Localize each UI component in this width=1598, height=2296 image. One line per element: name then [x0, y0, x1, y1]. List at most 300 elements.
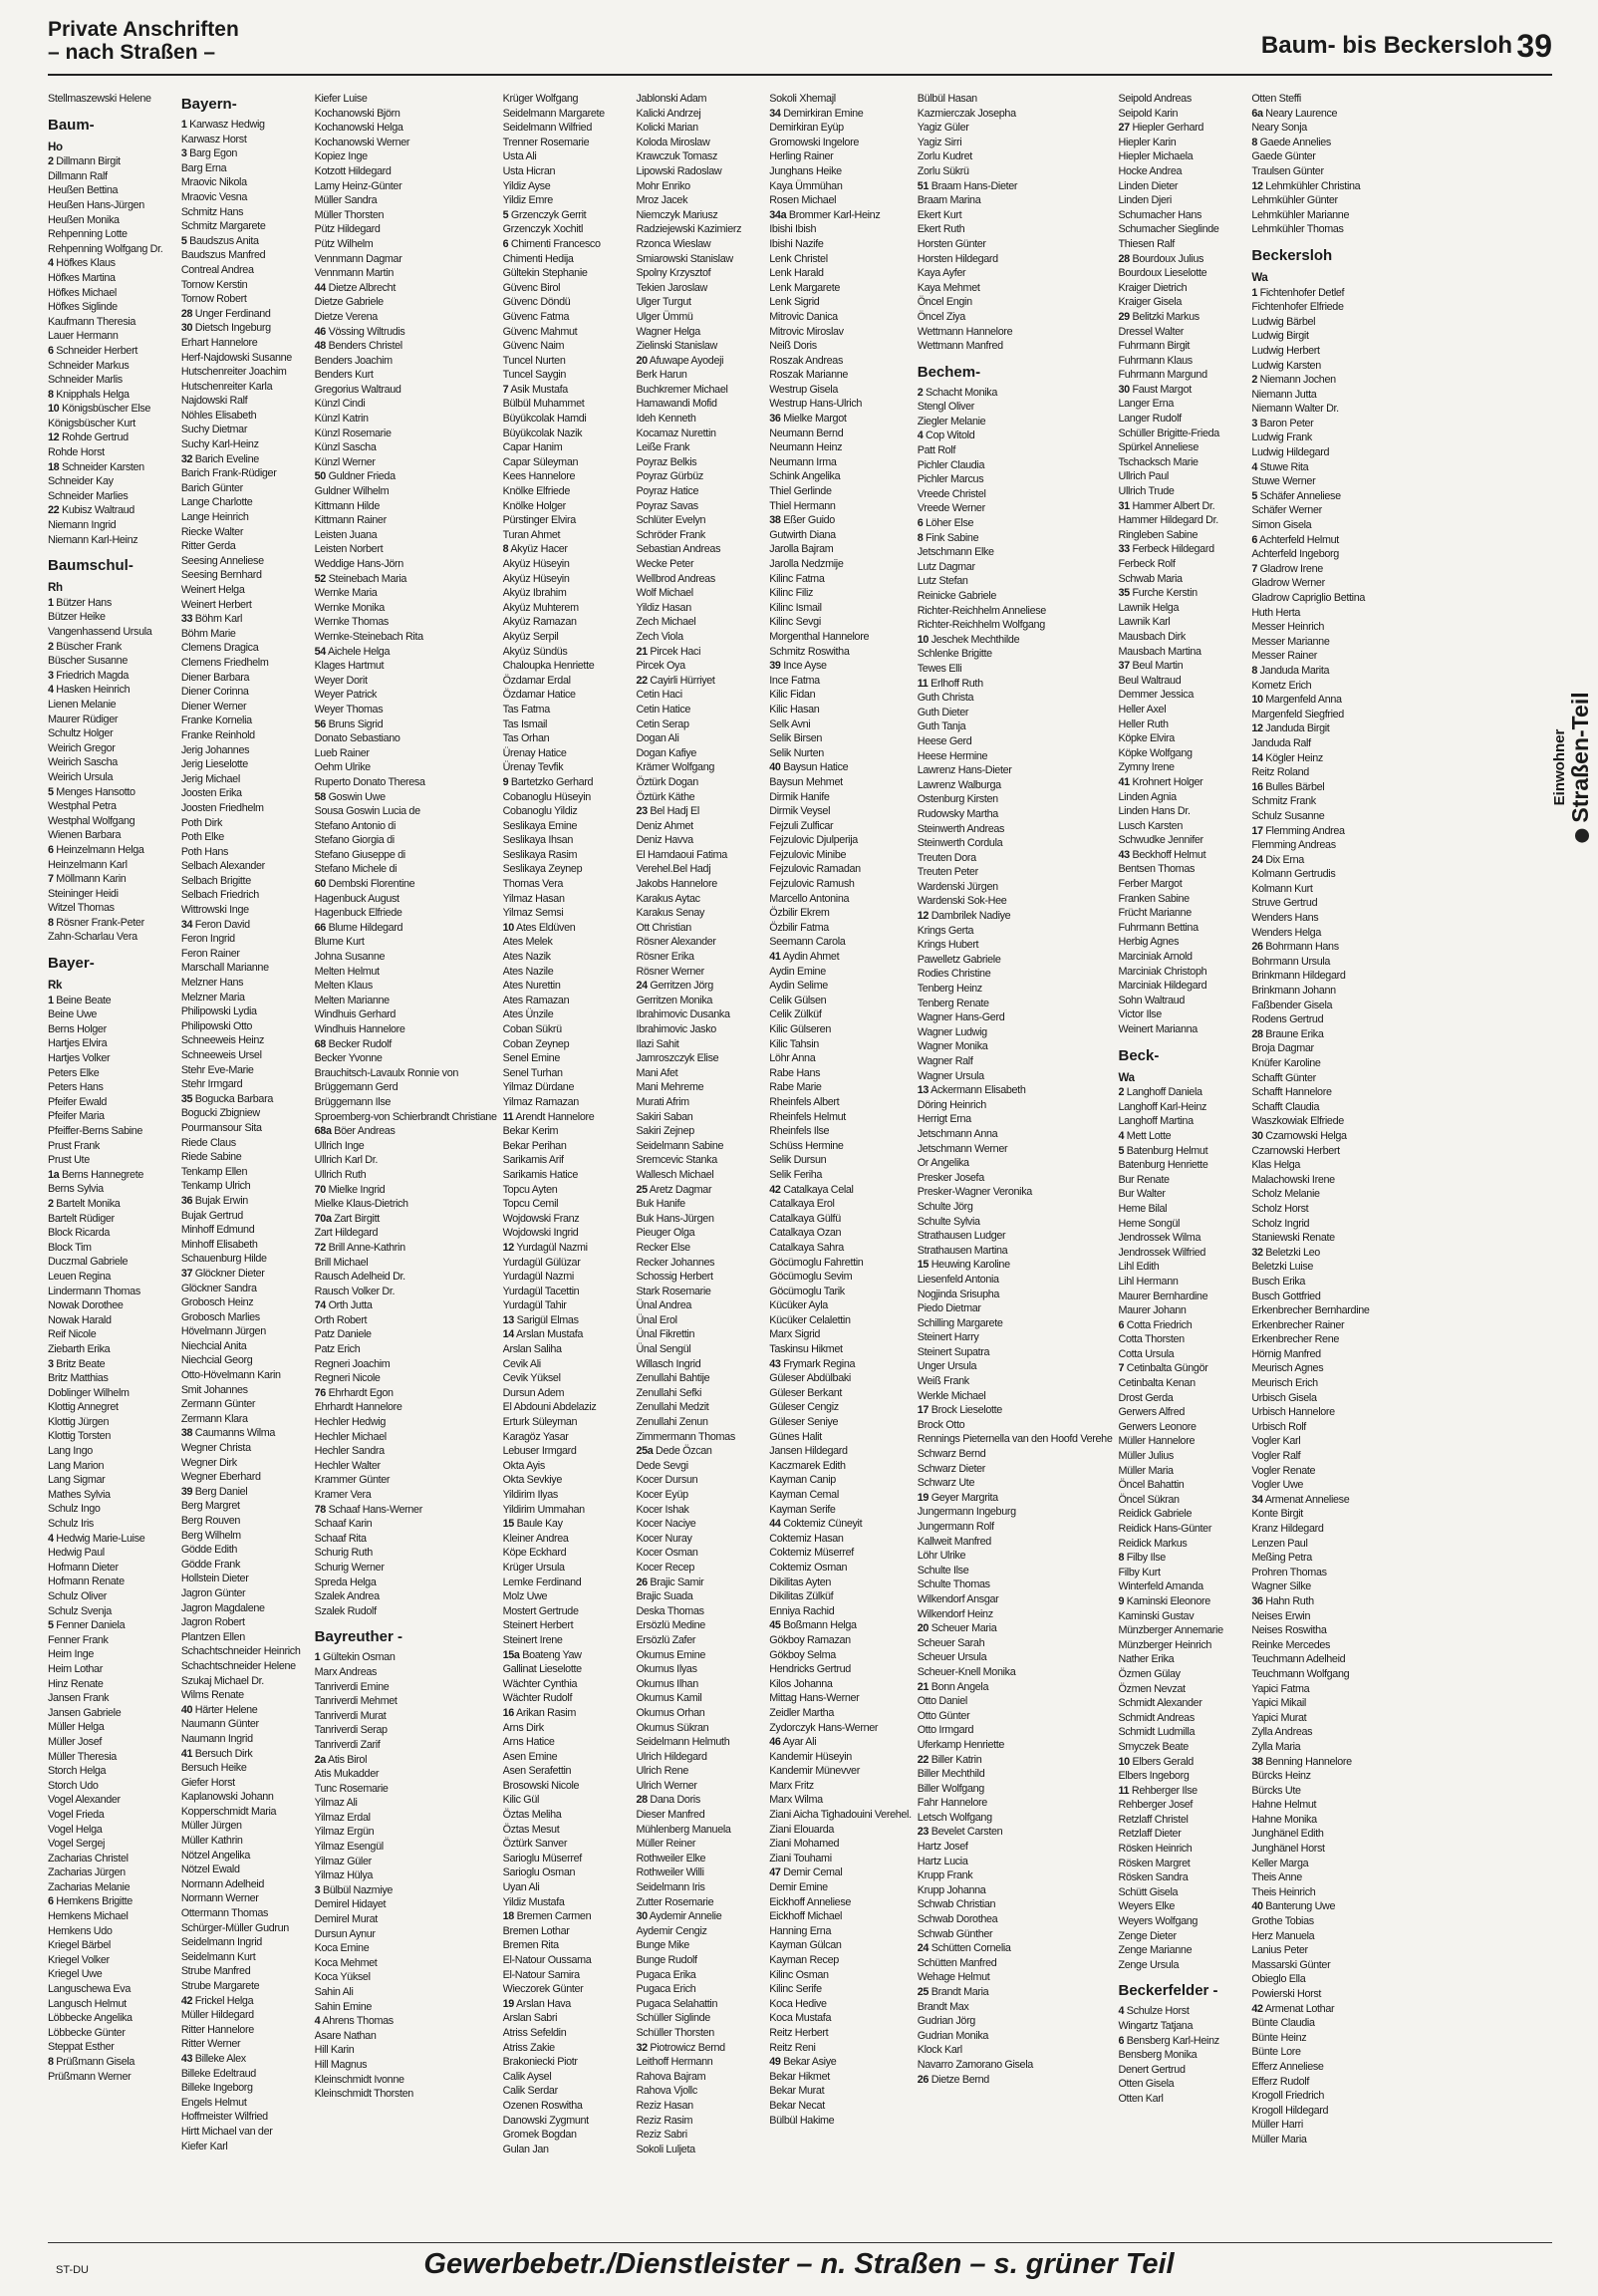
resident-entry: Selik Feriha: [769, 1168, 823, 1181]
resident-entry: Niemann Jutta: [1251, 388, 1317, 401]
resident-entry: Weiß Frank: [917, 1375, 969, 1388]
resident-entry: Sokoli Xhemajl: [769, 93, 836, 105]
resident-entry: Schneider Markus: [48, 359, 130, 372]
resident-entry: 15a Boateng Yaw: [502, 1648, 582, 1661]
resident-entry: Klottig Torsten: [48, 1430, 111, 1443]
resident-entry: Linden Agnia: [1118, 790, 1177, 803]
resident-entry: Steinert Supatra: [917, 1345, 990, 1358]
resident-entry: Otto Günter: [917, 1709, 970, 1722]
resident-entry: Karakus Aytac: [636, 892, 700, 905]
resident-entry: Bürcks Heinz: [1251, 1770, 1311, 1783]
resident-entry: Heme Songül: [1118, 1217, 1181, 1230]
resident-entry: Weyer Dorit: [314, 674, 368, 687]
resident-entry: Schäfer Werner: [1251, 504, 1322, 517]
resident-entry: Grobosch Marlies: [180, 1310, 260, 1323]
resident-entry: Schulz Oliver: [48, 1590, 108, 1602]
resident-entry: Tanriverdi Mehmet: [314, 1695, 398, 1708]
resident-entry: Uferkamp Henriette: [917, 1738, 1005, 1751]
resident-entry: Cotta Ursula: [1118, 1347, 1175, 1360]
resident-entry: Heim Lothar: [48, 1662, 103, 1675]
resident-entry: Rösken Heinrich: [1118, 1843, 1193, 1856]
resident-entry: Schwarz Bernd: [917, 1448, 986, 1461]
resident-entry: Kilinc Serife: [769, 1983, 822, 1996]
resident-entry: Kayman Serife: [769, 1503, 836, 1516]
resident-entry: 15 Baule Kay: [502, 1518, 563, 1531]
resident-entry: Capar Süleyman: [502, 455, 579, 468]
resident-entry: Schulz Iris: [48, 1518, 94, 1531]
street-heading: Beckersloh: [1251, 246, 1333, 264]
resident-entry: Marx Sigrid: [769, 1328, 821, 1341]
resident-entry: Riecke Walter: [180, 525, 244, 538]
resident-entry: Neary Sonja: [1251, 122, 1307, 135]
resident-entry: Spolny Krzysztof: [636, 267, 711, 280]
resident-entry: Brock Otto: [917, 1418, 965, 1431]
resident-entry: Krüger Wolfgang: [502, 93, 579, 105]
resident-entry: Becker Yvonne: [314, 1052, 383, 1065]
resident-entry: 41 Aydin Ahmet: [769, 951, 840, 964]
resident-entry: Mani Afet: [636, 1066, 678, 1079]
resident-entry: Steinert Herbert: [502, 1619, 574, 1632]
resident-entry: 13 Sarigül Elmas: [502, 1313, 579, 1326]
resident-entry: 25 Brandt Maria: [917, 1986, 989, 1998]
resident-entry: Catalkaya Gülfü: [769, 1212, 841, 1225]
resident-entry: Döring Heinrich: [917, 1098, 986, 1111]
resident-entry: Thiel Gerlinde: [769, 485, 832, 498]
resident-entry: Rehpenning Lotte: [48, 228, 128, 241]
resident-entry: Schmitz Margarete: [180, 220, 266, 233]
resident-entry: Vogel Alexander: [48, 1794, 121, 1807]
resident-entry: Jerig Michael: [180, 772, 240, 785]
resident-entry: Müller Hildegard: [180, 2009, 254, 2022]
resident-entry: Schürger-Müller Gudrun: [180, 1921, 289, 1934]
resident-entry: Asare Nathan: [314, 2029, 377, 2042]
resident-entry: Mitrovic Miroslav: [769, 325, 844, 338]
resident-entry: Patz Erich: [314, 1343, 361, 1356]
resident-entry: Sarikamis Arif: [502, 1154, 564, 1167]
resident-entry: Schmitz Frank: [1251, 795, 1316, 808]
resident-entry: Schumacher Sieglinde: [1118, 223, 1219, 236]
resident-entry: Schulte Ilse: [917, 1564, 969, 1577]
resident-entry: Ferber Margot: [1118, 878, 1183, 891]
resident-entry: Cobanoglu Yildiz: [502, 805, 578, 818]
resident-entry: 19 Arslan Hava: [502, 1997, 571, 2010]
resident-entry: Feron Ingrid: [180, 933, 235, 946]
resident-entry: Szukaj Michael Dr.: [180, 1674, 264, 1687]
resident-entry: 8 Filby Ilse: [1118, 1552, 1166, 1565]
resident-entry: Yilmaz Ali: [314, 1797, 358, 1810]
resident-entry: Löbbecke Günter: [48, 2026, 126, 2039]
resident-entry: Normann Adelheid: [180, 1877, 265, 1890]
resident-entry: El-Natour Samira: [502, 1968, 580, 1981]
resident-entry: 5 Baudszus Anita: [180, 234, 259, 247]
resident-entry: 28 Unger Ferdinand: [180, 307, 271, 320]
resident-entry: Melten Helmut: [314, 965, 380, 978]
resident-entry: 29 Belitzki Markus: [1118, 310, 1199, 323]
resident-entry: Seemann Carola: [769, 936, 846, 949]
resident-entry: Fejzulovic Djulperija: [769, 834, 858, 847]
resident-entry: Ates Nazile: [502, 965, 554, 978]
resident-entry: Jansen Gabriele: [48, 1706, 122, 1719]
resident-entry: Enniya Rachid: [769, 1604, 835, 1617]
resident-entry: Günes Halit: [769, 1430, 822, 1443]
resident-entry: Karakus Senay: [636, 907, 705, 920]
resident-entry: El Hamdaoui Fatima: [636, 848, 727, 861]
resident-entry: Güvenc Naim: [502, 340, 565, 353]
resident-entry: Aydemir Cengiz: [636, 1924, 707, 1937]
resident-entry: Zart Hildegard: [314, 1227, 379, 1240]
resident-entry: Nötzel Ewald: [180, 1864, 240, 1876]
resident-entry: Messer Heinrich: [1251, 621, 1325, 634]
resident-entry: 1 Bützer Hans: [48, 596, 112, 609]
resident-entry: Dikilitas Ayten: [769, 1576, 832, 1588]
resident-entry: Or Angelika: [917, 1157, 969, 1170]
resident-entry: Jungermann Rolf: [917, 1521, 994, 1533]
resident-entry: Lawrenz Walburga: [917, 778, 1001, 791]
resident-entry: Vreede Werner: [917, 502, 985, 515]
resident-entry: Schulz Ingo: [48, 1503, 101, 1516]
resident-entry: Blume Kurt: [314, 936, 365, 949]
resident-entry: Weinert Herbert: [180, 598, 252, 611]
resident-entry: 24 Dix Erna: [1251, 853, 1304, 866]
resident-entry: Schwudke Jennifer: [1118, 834, 1203, 847]
resident-entry: 4 Mett Lotte: [1118, 1129, 1172, 1142]
resident-entry: 49 Bekar Asiye: [769, 2056, 837, 2069]
resident-entry: Yilmaz Erdal: [314, 1811, 371, 1824]
resident-entry: Rahova Vjollc: [636, 2085, 697, 2098]
resident-entry: Lenk Margarete: [769, 281, 841, 294]
resident-entry: Lang Marion: [48, 1459, 105, 1472]
resident-entry: 6 Schneider Herbert: [48, 344, 137, 357]
resident-entry: 3 Barg Egon: [180, 147, 238, 160]
resident-entry: Böhm Marie: [180, 627, 236, 640]
resident-entry: 30 Dietsch Ingeburg: [180, 322, 271, 335]
resident-entry: Dursun Aynur: [314, 1927, 376, 1940]
resident-entry: Hahne Helmut: [1251, 1799, 1317, 1812]
resident-entry: 38 Caumanns Wilma: [180, 1427, 276, 1440]
resident-entry: Navarro Zamorano Gisela: [917, 2058, 1033, 2071]
resident-entry: Höfkes Martina: [48, 271, 116, 284]
resident-entry: Tewes Elli: [917, 662, 962, 675]
resident-entry: 11 Arendt Hannelore: [502, 1110, 595, 1123]
resident-entry: Sarioglu Müserref: [502, 1852, 582, 1865]
resident-entry: Steininger Heidi: [48, 887, 119, 900]
resident-entry: Huth Herta: [1251, 606, 1301, 619]
resident-entry: Lauer Hermann: [48, 330, 119, 343]
resident-entry: Ünal Sengül: [636, 1343, 691, 1356]
resident-entry: 25a Dede Özcan: [636, 1445, 712, 1458]
resident-entry: 36 Bujak Erwin: [180, 1194, 248, 1207]
resident-entry: Vogel Helga: [48, 1823, 103, 1836]
resident-entry: 2 Bartelt Monika: [48, 1197, 121, 1210]
resident-entry: Hutschenreiter Karla: [180, 380, 273, 393]
resident-entry: Herz Manuela: [1251, 1929, 1315, 1942]
resident-entry: Zylla Maria: [1251, 1740, 1301, 1753]
resident-entry: Gallinat Lieselotte: [502, 1663, 582, 1676]
district-code: Rh: [48, 582, 63, 595]
resident-entry: Jagron Magdalene: [180, 1601, 265, 1614]
resident-entry: Topcu Cemil: [502, 1198, 559, 1211]
side-tab: [1546, 638, 1598, 897]
resident-entry: 5 Batenburg Helmut: [1118, 1144, 1208, 1157]
resident-entry: 8 Rösner Frank-Peter: [48, 916, 144, 929]
resident-entry: Yapici Mikail: [1251, 1697, 1306, 1710]
resident-entry: 2 Niemann Jochen: [1251, 374, 1336, 387]
resident-entry: Berk Harun: [636, 369, 687, 382]
resident-entry: Maurer Bernhardine: [1118, 1290, 1208, 1302]
resident-entry: Rothweiler Elke: [636, 1852, 706, 1865]
resident-entry: Aydin Selime: [769, 980, 828, 993]
resident-entry: Tanriverdi Serap: [314, 1724, 388, 1737]
resident-entry: Windhuis Gerhard: [314, 1008, 397, 1021]
resident-entry: Schachtschneider Helene: [180, 1659, 296, 1672]
resident-entry: Niemann Ingrid: [48, 519, 117, 532]
header-range: Baum- bis Beckersloh: [1260, 32, 1512, 59]
resident-entry: Marx Andreas: [314, 1665, 378, 1678]
resident-entry: 4 Cop Witold: [917, 430, 975, 442]
resident-entry: Kolmann Gertrudis: [1251, 868, 1336, 881]
resident-entry: Konte Birgit: [1251, 1508, 1303, 1521]
resident-entry: Krings Gerta: [917, 924, 974, 937]
resident-entry: Okumus Sükran: [636, 1721, 709, 1734]
resident-entry: Weinert Marianna: [1118, 1023, 1198, 1035]
resident-entry: Gökboy Selma: [769, 1648, 836, 1661]
resident-entry: Lawnik Karl: [1118, 616, 1171, 629]
resident-entry: Jerig Johannes: [180, 743, 250, 756]
resident-entry: Tanriverdi Zarif: [314, 1738, 381, 1751]
resident-entry: 3 Friedrich Magda: [48, 669, 130, 682]
resident-entry: Ekert Kurt: [917, 208, 962, 221]
resident-entry: Berns Holger: [48, 1022, 107, 1035]
resident-entry: Marciniak Christoph: [1118, 965, 1207, 978]
resident-entry: Kayman Recep: [769, 1954, 839, 1966]
resident-entry: Jakobs Hannelore: [636, 878, 717, 891]
resident-entry: Biller Mechthild: [917, 1768, 985, 1781]
resident-entry: Nather Erika: [1118, 1653, 1175, 1666]
resident-entry: Hofmann Renate: [48, 1576, 125, 1588]
resident-entry: Yurdagül Nazmi: [502, 1271, 574, 1284]
resident-entry: Tenberg Heinz: [917, 983, 982, 996]
resident-entry: Lehmkühler Günter: [1251, 194, 1338, 207]
resident-entry: Bülbül Hakime: [769, 2114, 835, 2127]
resident-entry: Kilic Tahsin: [769, 1037, 819, 1050]
resident-entry: Bürcks Ute: [1251, 1784, 1301, 1797]
resident-entry: Bülbül Hasan: [917, 93, 977, 105]
resident-entry: Kiefer Luise: [314, 93, 368, 105]
footer-code: ST-DU: [56, 2264, 89, 2276]
resident-entry: Ulger Ümmü: [636, 310, 693, 323]
resident-entry: Waszkowiak Elfriede: [1251, 1115, 1344, 1128]
resident-entry: Özmen Gülay: [1118, 1667, 1181, 1680]
resident-entry: Stefano Giuseppe di: [314, 848, 405, 861]
resident-entry: Lawrenz Hans-Dieter: [917, 764, 1012, 777]
resident-entry: 22 Kubisz Waltraud: [48, 504, 134, 517]
resident-entry: Vennmann Martin: [314, 267, 395, 280]
resident-entry: Recker Johannes: [636, 1256, 715, 1269]
resident-entry: 2 Dillmann Birgit: [48, 155, 121, 168]
resident-entry: Elbers Ingeborg: [1118, 1770, 1190, 1783]
resident-entry: Grobosch Heinz: [180, 1296, 254, 1309]
resident-entry: Langhoff Karl-Heinz: [1118, 1100, 1207, 1113]
resident-entry: 39 Berg Daniel: [180, 1485, 248, 1498]
resident-entry: Schmitz Roswitha: [769, 645, 850, 658]
resident-entry: Franke Kornelia: [180, 715, 252, 727]
resident-entry: Pfeifer Ewald: [48, 1095, 108, 1108]
resident-entry: Wernke Monika: [314, 601, 385, 614]
resident-entry: 4 Höfkes Klaus: [48, 257, 116, 270]
resident-entry: 38 Eßer Guido: [769, 514, 835, 527]
resident-entry: Heinzelmann Karl: [48, 858, 128, 871]
resident-entry: Yurdagül Tahir: [502, 1299, 567, 1312]
resident-entry: Turan Ahmet: [502, 528, 561, 541]
resident-entry: Neiß Doris: [769, 340, 817, 353]
resident-entry: Leisten Juana: [314, 528, 378, 541]
resident-entry: Schulte Sylvia: [917, 1215, 980, 1228]
resident-entry: Fuhrmann Bettina: [1118, 921, 1198, 934]
resident-entry: Seipold Karin: [1118, 107, 1179, 120]
resident-entry: Otten Gisela: [1118, 2078, 1175, 2091]
resident-entry: Ates Melek: [502, 936, 553, 949]
resident-entry: Schafft Günter: [1251, 1071, 1316, 1084]
resident-entry: Ünal Erol: [636, 1313, 677, 1326]
resident-entry: Chaloupka Henriette: [502, 660, 595, 673]
resident-entry: Tas Ismail: [502, 718, 548, 730]
resident-entry: 28 Bourdoux Julius: [1118, 252, 1204, 265]
resident-entry: Schröder Frank: [636, 528, 705, 541]
resident-entry: Kayman Cemal: [769, 1489, 839, 1501]
resident-entry: Kocer Recep: [636, 1561, 695, 1574]
resident-entry: Selik Birsen: [769, 732, 823, 745]
resident-entry: Kramer Vera: [314, 1489, 372, 1501]
district-code: Wa: [1251, 271, 1268, 284]
resident-entry: 37 Glöckner Dieter: [180, 1267, 265, 1280]
resident-entry: Yildirim Ummahan: [502, 1503, 585, 1516]
resident-entry: Hirtt Michael van der: [180, 2125, 273, 2138]
resident-entry: Yildiz Emre: [502, 194, 553, 207]
resident-entry: Lanius Peter: [1251, 1944, 1308, 1957]
resident-entry: 36 Mielke Margot: [769, 413, 847, 426]
resident-entry: Gromowski Ingelore: [769, 136, 859, 148]
side-tab-line2: Straßen-Teil: [1567, 692, 1593, 823]
resident-entry: Westrup Gisela: [769, 383, 838, 396]
resident-entry: Neumann Bernd: [769, 427, 844, 439]
resident-entry: Doblinger Wilhelm: [48, 1386, 130, 1399]
resident-entry: Leithoff Hermann: [636, 2056, 713, 2069]
resident-entry: Knüfer Karoline: [1251, 1057, 1321, 1069]
resident-entry: Kleinschmidt Ivonne: [314, 2073, 404, 2086]
resident-entry: Melten Marianne: [314, 994, 390, 1006]
resident-entry: Hill Karin: [314, 2044, 355, 2057]
resident-entry: Herling Rainer: [769, 150, 834, 163]
resident-entry: Zenge Marianne: [1118, 1944, 1193, 1957]
resident-entry: Özbilir Fatma: [769, 921, 829, 934]
resident-entry: 26 Bohrmann Hans: [1251, 941, 1339, 954]
resident-entry: Sokoli Luljeta: [636, 2143, 695, 2155]
resident-entry: Koca Mehmet: [314, 1956, 378, 1969]
resident-entry: Hofmann Dieter: [48, 1561, 119, 1574]
directory-column: [769, 92, 911, 2224]
resident-entry: Guth Tanja: [917, 720, 966, 733]
resident-entry: Schwab Christian: [917, 1898, 996, 1911]
resident-entry: Münzberger Annemarie: [1118, 1624, 1223, 1637]
resident-entry: Ullrich Ruth: [314, 1168, 367, 1181]
resident-entry: Jungermann Ingeburg: [917, 1506, 1016, 1519]
resident-entry: Karagöz Yasar: [502, 1430, 569, 1443]
resident-entry: Schafft Hannelore: [1251, 1086, 1332, 1099]
resident-entry: Gerwers Alfred: [1118, 1406, 1186, 1419]
resident-entry: Schauenburg Hilde: [180, 1253, 267, 1266]
resident-entry: Atriss Zakie: [502, 2041, 555, 2054]
resident-entry: Ates Nazik: [502, 951, 551, 964]
resident-entry: Meßing Petra: [1251, 1552, 1312, 1565]
resident-entry: Rabe Marie: [769, 1081, 822, 1094]
resident-entry: 31 Hammer Albert Dr.: [1118, 499, 1215, 512]
directory-columns: [48, 92, 1512, 2224]
resident-entry: Kilos Johanna: [769, 1677, 833, 1690]
resident-entry: Mathes Sylvia: [48, 1488, 111, 1501]
street-heading: Bechem-: [917, 363, 981, 381]
resident-entry: Kochanowski Helga: [314, 122, 403, 135]
resident-entry: Urbisch Rolf: [1251, 1420, 1306, 1433]
resident-entry: 34a Brommer Karl-Heinz: [769, 208, 881, 221]
resident-entry: Smit Johannes: [180, 1383, 248, 1396]
resident-entry: Malachowski Irene: [1251, 1173, 1335, 1186]
resident-entry: 70 Mielke Ingrid: [314, 1183, 386, 1196]
resident-entry: Rösner Alexander: [636, 936, 716, 949]
resident-entry: Gökboy Ramazan: [769, 1633, 851, 1646]
resident-entry: Donato Sebastiano: [314, 732, 400, 745]
resident-entry: Calik Serdar: [502, 2085, 558, 2098]
resident-entry: 22 Biller Katrin: [917, 1753, 982, 1766]
resident-entry: Kilinc Ismail: [769, 601, 822, 614]
resident-entry: Fuhrmann Klaus: [1118, 354, 1193, 367]
directory-column: [181, 92, 309, 2224]
resident-entry: Brinkmann Hildegard: [1251, 970, 1346, 983]
resident-entry: Zech Viola: [636, 630, 683, 643]
resident-entry: Hollstein Dieter: [180, 1573, 249, 1585]
resident-entry: Filby Kurt: [1118, 1566, 1161, 1578]
resident-entry: Berg Margret: [180, 1500, 240, 1513]
resident-entry: Bur Renate: [1118, 1173, 1170, 1186]
resident-entry: Strube Manfred: [180, 1965, 251, 1978]
resident-entry: Cotta Thorsten: [1118, 1333, 1185, 1346]
resident-entry: Cetinbalta Kenan: [1118, 1377, 1196, 1390]
resident-entry: 38 Benning Hannelore: [1251, 1755, 1352, 1768]
resident-entry: 68 Becker Rudolf: [314, 1037, 392, 1050]
resident-entry: Schulz Svenja: [48, 1604, 112, 1617]
resident-entry: Bekar Perihan: [502, 1139, 567, 1152]
resident-entry: Kaczmarek Edith: [769, 1459, 846, 1472]
resident-entry: 9 Kaminski Eleonore: [1118, 1594, 1210, 1607]
resident-entry: Engels Helmut: [180, 2096, 247, 2109]
resident-entry: Langusch Helmut: [48, 1997, 127, 2010]
resident-entry: Bourdoux Lieselotte: [1118, 267, 1207, 280]
resident-entry: Sousa Goswin Lucia de: [314, 805, 420, 818]
resident-entry: Schneider Marlies: [48, 489, 129, 502]
resident-entry: Seidelmann Kurt: [180, 1950, 256, 1963]
resident-entry: Schütt Gisela: [1118, 1885, 1179, 1898]
resident-entry: Molz Uwe: [502, 1590, 548, 1603]
resident-entry: Müller Kathrin: [180, 1835, 243, 1848]
resident-entry: Hemkens Udo: [48, 1924, 113, 1937]
resident-entry: Stengl Oliver: [917, 401, 975, 414]
resident-entry: Prust Ute: [48, 1154, 90, 1167]
resident-entry: Güleser Berkant: [769, 1386, 843, 1399]
resident-entry: Minhoff Edmund: [180, 1224, 255, 1237]
resident-entry: Rzonca Wieslaw: [636, 237, 711, 250]
resident-entry: Ates Nurettin: [502, 980, 561, 993]
resident-entry: Gerwers Leonore: [1118, 1420, 1197, 1433]
resident-entry: Wagner Ursula: [917, 1069, 984, 1082]
